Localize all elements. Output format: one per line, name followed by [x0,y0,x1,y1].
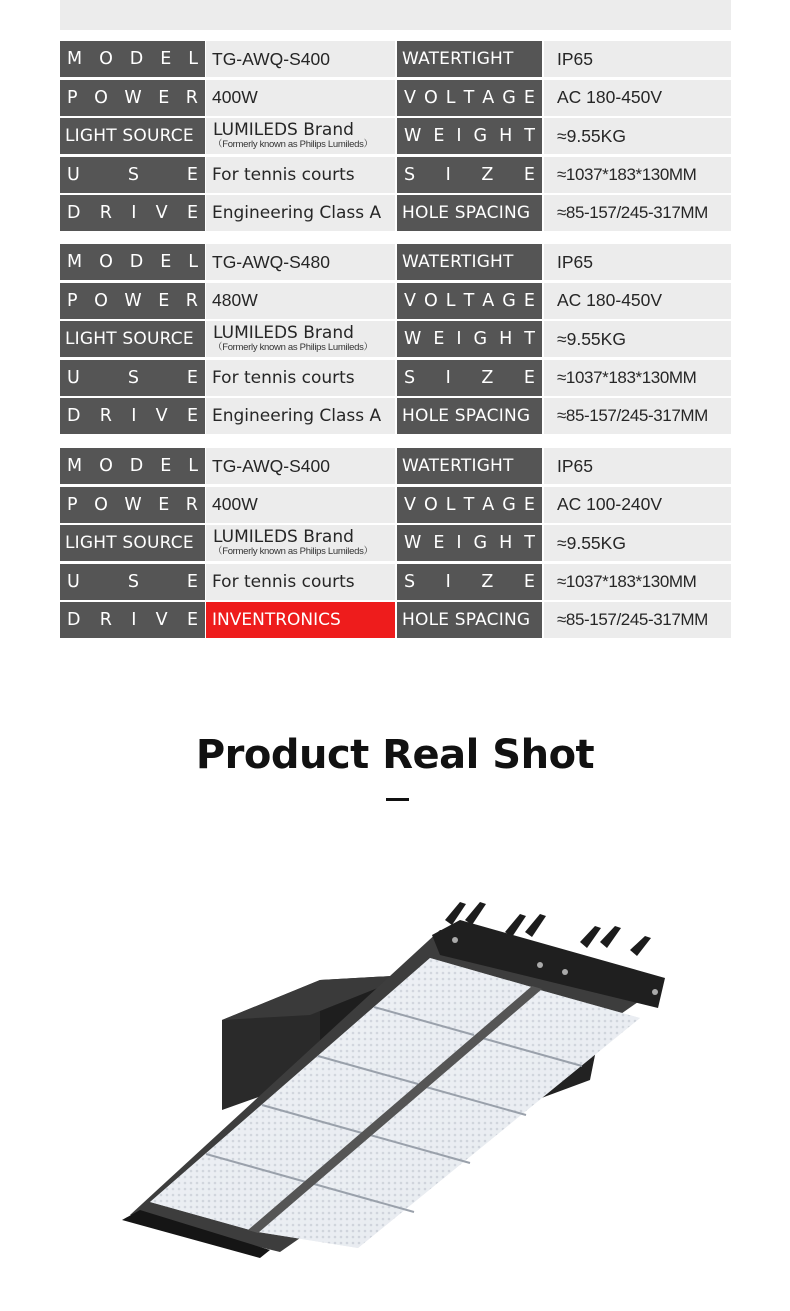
spec-table [60,447,731,640]
drive-value: Engineering Class A [206,398,395,434]
watertight-value: IP65 [544,41,731,77]
size-label: S I Z E [397,564,542,600]
light-source-brand: LUMILEDS Brand [213,323,354,344]
hole-spacing-value: ≈85-157/245-317MM [544,195,731,231]
light-source-brand: LUMILEDS Brand [213,527,354,548]
size-label: S I Z E [397,157,542,193]
voltage-label: V O L T A G E [397,487,542,523]
power-value: 400W [206,487,395,523]
hole-spacing-label: HOLE SPACING [397,398,542,434]
model-value: TG-AWQ-S480 [206,244,395,280]
spec-row-light-source [60,117,731,156]
spec-row-power [60,282,731,321]
use-label: U S E [60,157,205,193]
spec-row-model [60,243,731,282]
spec-row-drive [60,601,731,640]
top-banner-strip [60,0,731,30]
drive-label: D R I V E [60,195,205,231]
spec-row-use [60,359,731,398]
spec-row-use [60,156,731,195]
light-source-note: （Formerly known as Philips Lumileds） [213,139,373,151]
watertight-value: IP65 [544,244,731,280]
spec-row-power [60,79,731,118]
light-source-label: LIGHT SOURCE [60,118,205,154]
light-source-note: （Formerly known as Philips Lumileds） [213,546,373,558]
spec-table [60,243,731,436]
voltage-label: V O L T A G E [397,283,542,319]
light-source-label: LIGHT SOURCE [60,525,205,561]
spec-row-model [60,447,731,486]
power-label: P O W E R [60,283,205,319]
model-value: TG-AWQ-S400 [206,448,395,484]
hole-spacing-label: HOLE SPACING [397,602,542,638]
drive-value-highlighted: INVENTRONICS [206,602,395,638]
section-title: Product Real Shot [195,732,595,778]
weight-label: W E I G H T [397,525,542,561]
spec-row-use [60,563,731,602]
spec-row-light-source [60,320,731,359]
light-source-value [206,118,395,154]
weight-value: ≈9.55KG [544,118,731,154]
voltage-label: V O L T A G E [397,80,542,116]
watertight-label: WATERTIGHT [397,41,542,77]
spec-row-power [60,486,731,525]
spec-row-drive [60,397,731,436]
spec-row-drive [60,194,731,233]
weight-value: ≈9.55KG [544,525,731,561]
watertight-label: WATERTIGHT [397,244,542,280]
power-value: 480W [206,283,395,319]
drive-label: D R I V E [60,398,205,434]
model-label: M O D E L [60,448,205,484]
size-value: ≈1037*183*130MM [544,360,731,396]
light-source-brand: LUMILEDS Brand [213,120,354,141]
spec-row-light-source [60,524,731,563]
light-source-value [206,525,395,561]
watertight-label: WATERTIGHT [397,448,542,484]
use-label: U S E [60,564,205,600]
spec-table [60,40,731,233]
size-value: ≈1037*183*130MM [544,564,731,600]
power-value: 400W [206,80,395,116]
weight-label: W E I G H T [397,118,542,154]
power-label: P O W E R [60,487,205,523]
hole-spacing-value: ≈85-157/245-317MM [544,602,731,638]
use-value: For tennis courts [206,157,395,193]
title-underline [386,798,409,801]
voltage-value: AC 100-240V [544,487,731,523]
size-value: ≈1037*183*130MM [544,157,731,193]
model-label: M O D E L [60,244,205,280]
spec-row-model [60,40,731,79]
use-value: For tennis courts [206,360,395,396]
model-value: TG-AWQ-S400 [206,41,395,77]
led-flood-light-fixture-icon [110,880,680,1260]
model-label: M O D E L [60,41,205,77]
hole-spacing-value: ≈85-157/245-317MM [544,398,731,434]
drive-value: Engineering Class A [206,195,395,231]
light-source-note: （Formerly known as Philips Lumileds） [213,342,373,354]
light-source-label: LIGHT SOURCE [60,321,205,357]
weight-label: W E I G H T [397,321,542,357]
use-value: For tennis courts [206,564,395,600]
drive-label: D R I V E [60,602,205,638]
hole-spacing-label: HOLE SPACING [397,195,542,231]
voltage-value: AC 180-450V [544,283,731,319]
power-label: P O W E R [60,80,205,116]
light-source-value [206,321,395,357]
size-label: S I Z E [397,360,542,396]
watertight-value: IP65 [544,448,731,484]
voltage-value: AC 180-450V [544,80,731,116]
weight-value: ≈9.55KG [544,321,731,357]
use-label: U S E [60,360,205,396]
